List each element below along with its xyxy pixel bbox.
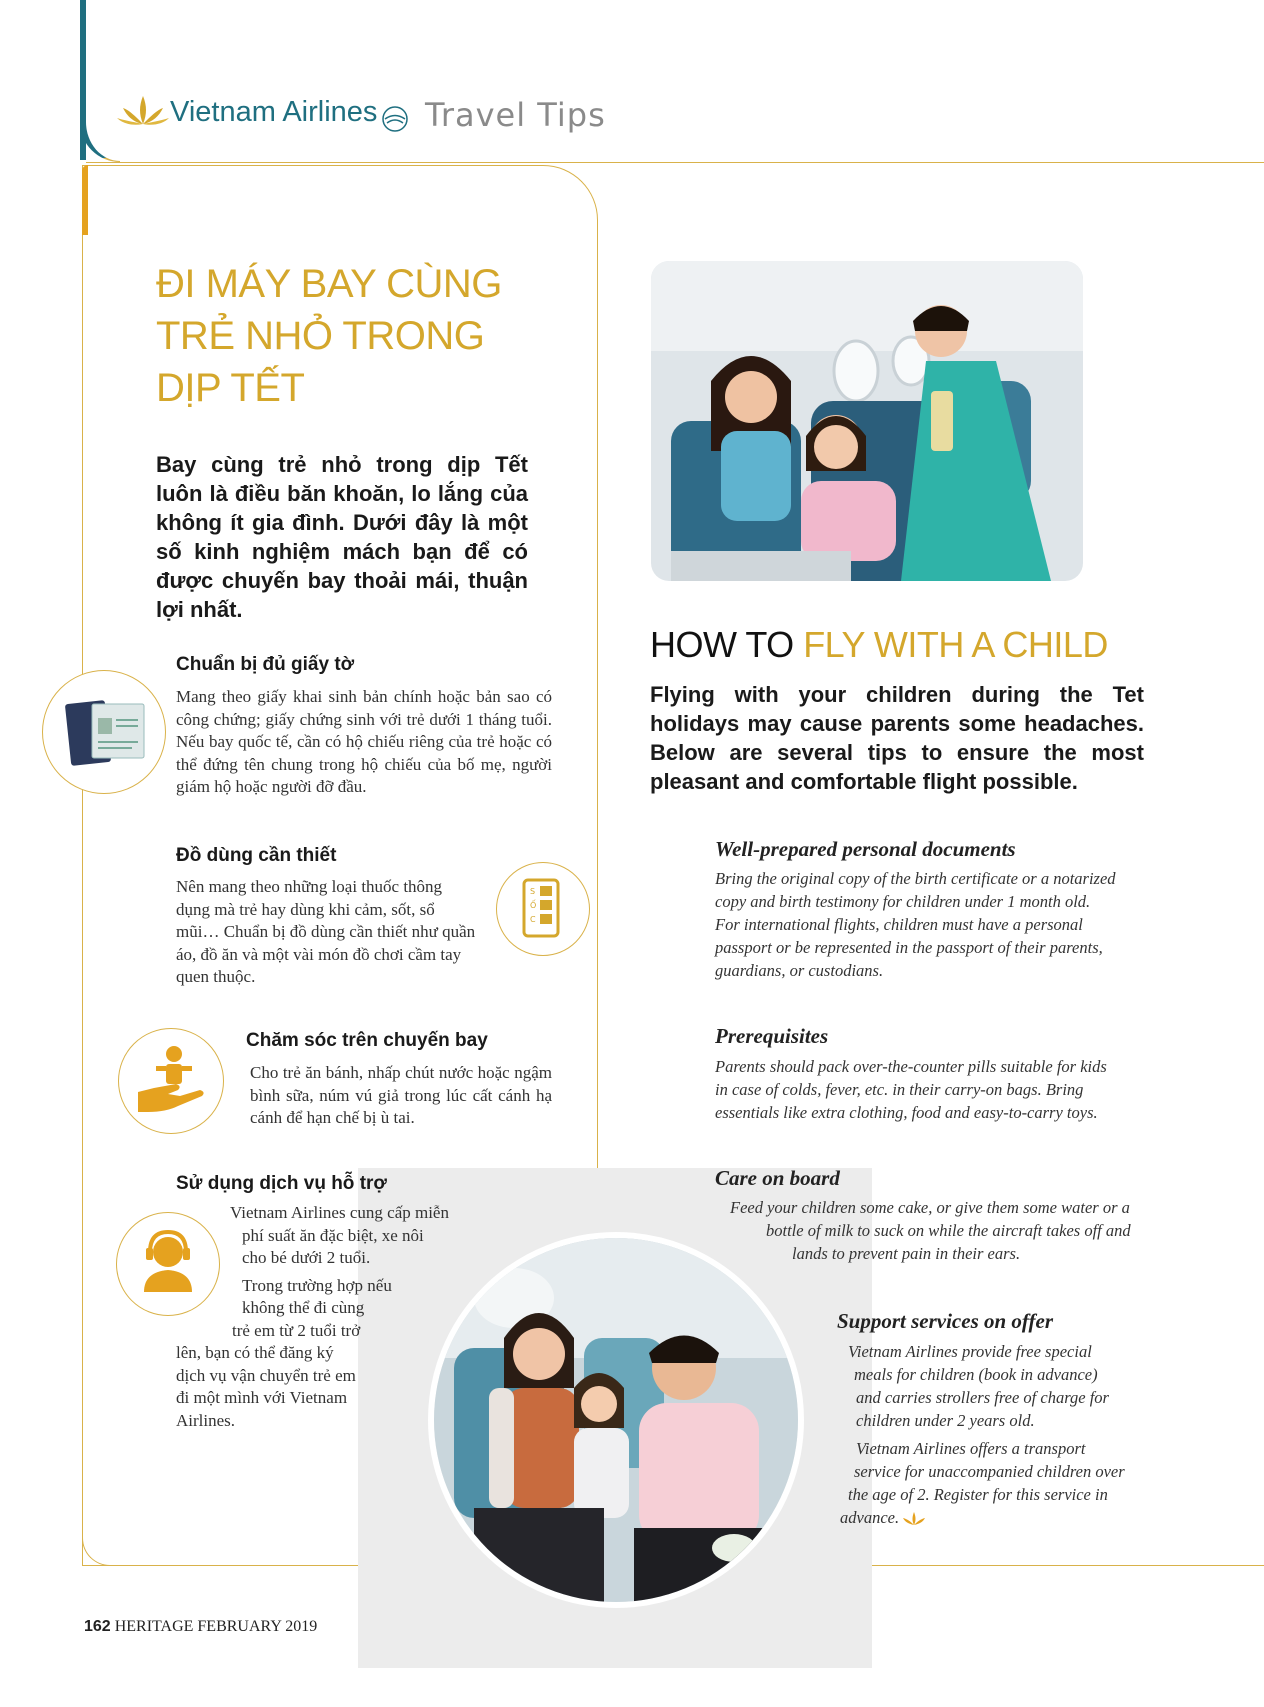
- text-line-end: advance.: [840, 1508, 900, 1527]
- svg-text:C: C: [530, 915, 536, 924]
- en-section-body: [840, 1340, 1140, 1529]
- issue-date: FEBRUARY 2019: [197, 1618, 318, 1635]
- lotus-logo-icon: [115, 94, 171, 128]
- svg-text:Ố: Ố: [530, 901, 537, 910]
- text-line: Vietnam Airlines provide free special: [848, 1342, 1092, 1361]
- family-photo-illustration: [434, 1238, 798, 1602]
- page-footer: [84, 1618, 317, 1636]
- pill-pack-icon: [496, 862, 590, 956]
- text-line: đi một mình với Vietnam: [176, 1388, 348, 1407]
- text-line: Airlines.: [176, 1410, 236, 1430]
- en-intro: Flying with your children during the Tet holidays may cause parents some headaches. Below are several tips to ensure the most pleasant and comfortable flight possible.: [650, 682, 1144, 794]
- text-line: passport or be represented in the passport of their parents,: [715, 938, 1103, 957]
- text-line: meals for children (book in advance): [854, 1365, 1098, 1384]
- cabin-crew-illustration: [651, 261, 1083, 581]
- vn-section-body: Nên mang theo những loại thuốc thông dụng mà trẻ hay dùng khi cảm, sốt, sổ mũi… Chuẩn bị đồ dùng cần thiết như quần áo, đồ ăn và một vài món đồ chơi cầm tay quen thuộc.: [176, 877, 476, 986]
- skyteam-icon: [378, 100, 412, 134]
- text-line: service for unaccompanied children over: [854, 1462, 1125, 1481]
- text-line: in case of colds, fever, etc. in their carry-on bags. Bring: [715, 1080, 1084, 1099]
- text-line: Parents should pack over-the-counter pills suitable for kids: [715, 1057, 1107, 1076]
- page-number: 162: [84, 1618, 111, 1635]
- vn-section-heading: Sử dụng dịch vụ hỗ trợ: [176, 1173, 387, 1194]
- en-section-heading: Well-prepared personal documents: [715, 837, 1016, 861]
- en-title-highlight: FLY WITH A CHILD: [803, 624, 1108, 665]
- header-corner: [80, 120, 120, 162]
- text-line: Bring the original copy of the birth certificate or a notarized: [715, 869, 1116, 888]
- magazine-name: HERITAGE: [114, 1618, 194, 1635]
- text-line: phí suất ăn đặc biệt, xe nôi: [242, 1225, 424, 1245]
- text-line: and carries strollers free of charge for: [856, 1388, 1109, 1407]
- text-line: copy and birth testimony for children under 1 month old.: [715, 892, 1091, 911]
- text-line: lands to prevent pain in their ears.: [792, 1244, 1021, 1263]
- brand-name: Vietnam Airlines: [170, 96, 378, 128]
- text-line: cho bé dưới 2 tuổi.: [242, 1248, 371, 1267]
- vn-section-body: Cho trẻ ăn bánh, nhấp chút nước hoặc ngậm bình sữa, núm vú giả trong lúc cất cánh hạ cánh để hạn chế bị ù tai.: [250, 1063, 552, 1127]
- en-section-body: [715, 867, 1155, 982]
- en-title-plain: HOW TO: [650, 624, 804, 665]
- text-line: children under 2 years old.: [856, 1411, 1035, 1430]
- en-section-heading: Prerequisites: [715, 1024, 829, 1048]
- cabin-crew-photo: [651, 261, 1083, 581]
- text-line: Vietnam Airlines offers a transport: [856, 1439, 1086, 1458]
- passport-icon: [42, 670, 166, 794]
- vn-intro: Bay cùng trẻ nhỏ trong dịp Tết luôn là điều băn khoăn, lo lắng của không ít gia đình. Dưới đây là một số kinh nghiệm mách bạn để có được chuyến bay thoải mái, thuận lợi nhất.: [156, 452, 528, 622]
- en-section-body: [730, 1196, 1170, 1265]
- text-line: Feed your children some cake, or give them some water or a: [730, 1198, 1130, 1217]
- en-section-body: [715, 1055, 1155, 1124]
- hand-child-icon: [118, 1028, 224, 1134]
- text-line: dịch vụ vận chuyển trẻ em: [176, 1365, 356, 1385]
- text-line: guardians, or custodians.: [715, 961, 884, 980]
- text-line: bottle of milk to suck on while the aircraft takes off and: [766, 1221, 1131, 1240]
- text-line: Trong trường hợp nếu: [242, 1275, 392, 1295]
- header-divider: [86, 162, 1264, 163]
- text-line: trẻ em từ 2 tuổi trở: [232, 1320, 361, 1340]
- vn-section-heading: Chuẩn bị đủ giấy tờ: [176, 654, 355, 675]
- lotus-end-icon: [901, 1511, 927, 1527]
- text-line: [840, 1506, 1140, 1529]
- medicine-icon-circle: [496, 862, 590, 956]
- text-line: lên, bạn có thể đăng ký: [176, 1343, 334, 1362]
- text-line: essentials like extra clothing, food and easy-to-carry toys.: [715, 1103, 1098, 1122]
- vn-title-line: DỊP TẾT: [156, 366, 305, 410]
- en-section-heading: Care on board: [715, 1166, 840, 1190]
- care-icon-circle: [118, 1028, 224, 1134]
- documents-icon-circle: [42, 670, 166, 794]
- section-label: Travel Tips: [425, 96, 606, 134]
- vn-title: [156, 258, 596, 414]
- en-title: [650, 624, 1108, 666]
- vn-section-heading: Chăm sóc trên chuyến bay: [246, 1030, 488, 1051]
- svg-text:S: S: [530, 887, 536, 896]
- text-line: Vietnam Airlines cung cấp miễn: [230, 1203, 449, 1222]
- vn-title-line: TRẺ NHỎ TRONG: [156, 314, 485, 358]
- family-onboard-photo: [428, 1232, 804, 1608]
- vn-title-line: ĐI MÁY BAY CÙNG: [156, 262, 502, 306]
- text-line: the age of 2. Register for this service in: [848, 1485, 1108, 1504]
- en-section-heading: Support services on offer: [837, 1309, 1054, 1333]
- vn-section-heading: Đồ dùng cần thiết: [176, 845, 337, 866]
- left-accent: [82, 165, 88, 235]
- text-line: For international flights, children must have a personal: [715, 915, 1083, 934]
- vn-section-body: Mang theo giấy khai sinh bản chính hoặc bản sao có công chứng; giấy chứng sinh với trẻ dưới 1 tháng tuổi. Nếu bay quốc tế, cần có hộ chiếu riêng của trẻ hoặc có thể đứng tên chung trong hộ chiếu của bố mẹ, người giám hộ hoặc người đỡ đầu.: [176, 687, 552, 796]
- text-line: không thể đi cùng: [242, 1298, 365, 1317]
